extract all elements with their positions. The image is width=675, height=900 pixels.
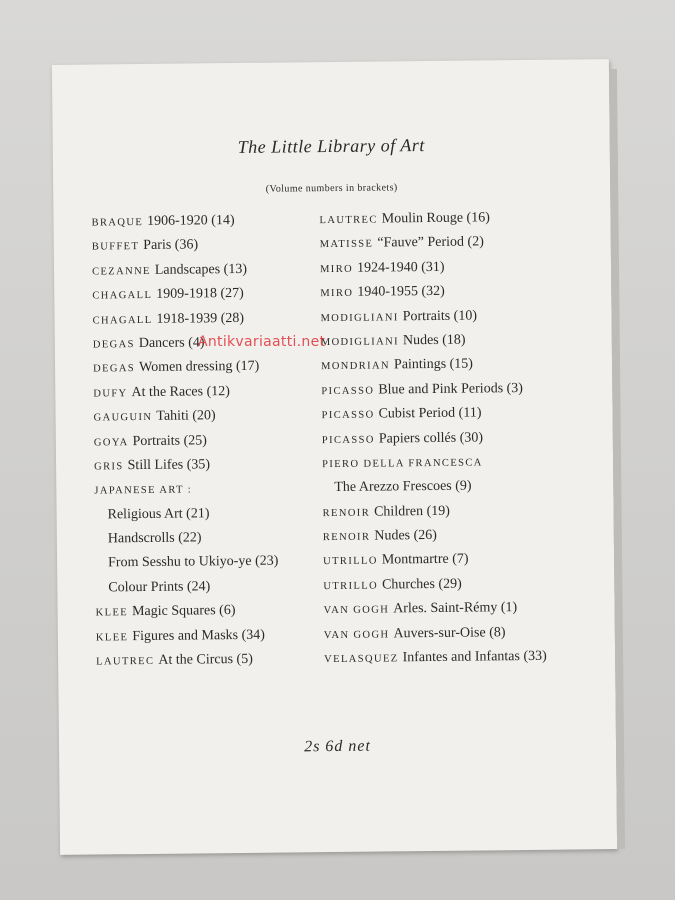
volume-entry (323, 523, 546, 550)
volume-title: Landscapes (13) (154, 261, 248, 278)
volume-title: At the Races (12) (131, 383, 230, 400)
volume-entry (324, 620, 547, 647)
artist-name: PICASSO (321, 409, 375, 422)
artist-name: MODIGLIANI (320, 311, 399, 324)
volume-entry (95, 526, 279, 552)
volume-entry (322, 425, 545, 452)
volume-entry (95, 599, 279, 625)
artist-name: DUFY (93, 387, 128, 400)
price-label: 2s 6d net (304, 737, 372, 756)
volume-entry (321, 352, 544, 379)
volume-entry (95, 574, 279, 600)
volume-title: 1918-1939 (28) (156, 310, 245, 327)
artist-name: JAPANESE ART : (94, 484, 193, 497)
volume-entry (321, 377, 544, 404)
volume-title: Tahiti (20) (156, 408, 216, 424)
artist-name: DEGAS (92, 339, 135, 351)
artist-name: MATISSE (319, 238, 374, 251)
volume-entry (319, 206, 542, 233)
volume-title: Moulin Rouge (16) (381, 210, 490, 227)
volume-title: 1909-1918 (27) (156, 286, 244, 303)
volume-title: Churches (29) (381, 576, 462, 593)
volume-title: Paintings (15) (393, 356, 474, 373)
volume-title: Arles. Saint-Rémy (1) (393, 600, 518, 617)
volume-note: (Volume numbers in brackets) (265, 182, 398, 195)
artist-name: VAN GOGH (323, 629, 390, 641)
volume-title: 1924-1940 (31) (356, 259, 445, 276)
volume-entry (95, 550, 279, 576)
volume-entry (94, 453, 278, 479)
volume-title: Still Lifes (35) (127, 457, 211, 474)
volume-title: Papiers collés (30) (378, 429, 484, 447)
artist-name: KLEE (95, 631, 129, 644)
artist-name: UTRILLO (323, 580, 379, 592)
volume-title: The Arezzo Frescoes (9) (334, 478, 472, 496)
volume-title: Auvers-sur-Oise (8) (393, 624, 506, 642)
artist-name: CHAGALL (92, 290, 153, 302)
volume-entry (94, 501, 278, 527)
volume-title: “Fauve” Period (2) (377, 234, 484, 251)
watermark: Antikvariaatti.net (198, 334, 326, 350)
volume-entry (323, 596, 546, 623)
volume-title: Portraits (10) (402, 308, 478, 324)
volume-entry (323, 547, 546, 574)
artist-name: GRIS (94, 461, 124, 473)
artist-name: UTRILLO (323, 556, 378, 568)
volume-title: Cubist Period (11) (378, 405, 482, 422)
artist-name: MIRO (319, 263, 354, 275)
artist-name: BUFFET (91, 241, 140, 253)
title-list-left-column (91, 209, 279, 674)
volume-entry (96, 623, 280, 649)
volume-title: At the Circus (5) (158, 651, 253, 668)
volume-title: Women dressing (17) (138, 359, 260, 376)
volume-title: Portraits (25) (132, 432, 207, 449)
artist-name: CEZANNE (91, 265, 151, 278)
artist-name: MODIGLIANI (320, 336, 400, 349)
volume-entry (320, 230, 543, 257)
volume-entry (93, 404, 277, 430)
volume-title: Children (19) (373, 503, 450, 520)
volume-entry (91, 209, 275, 235)
artist-name: LAUTREC (319, 214, 378, 227)
artist-name: MONDRIAN (320, 360, 391, 373)
volume-title: Colour Prints (24) (108, 579, 211, 596)
volume-title: Infantes and Infantas (33) (402, 648, 547, 666)
volume-entry (92, 282, 276, 308)
volume-entry (321, 401, 544, 428)
volume-title: Dancers (4) (138, 335, 205, 351)
volume-title: 1940-1955 (32) (357, 284, 445, 300)
volume-title: Religious Art (21) (107, 506, 210, 523)
artist-name: LAUTREC (96, 655, 155, 668)
title-list-right-column (319, 206, 546, 672)
volume-entry (94, 428, 278, 454)
artist-name: GOYA (93, 436, 129, 449)
artist-name: VAN GOGH (323, 604, 390, 617)
volume-entry (323, 572, 546, 599)
volume-title: Nudes (26) (374, 528, 438, 544)
volume-entry (93, 379, 277, 405)
artist-name: CHAGALL (92, 314, 153, 327)
volume-entry (322, 474, 545, 501)
volume-title: Nudes (18) (402, 332, 466, 349)
volume-entry (92, 233, 276, 259)
volume-title: 1906-1920 (14) (147, 213, 235, 229)
volume-entry (324, 645, 547, 672)
volume-entry (320, 255, 543, 282)
artist-name: GAUGUIN (93, 412, 153, 424)
artist-name: MIRO (320, 287, 354, 300)
artist-name: BRAQUE (91, 216, 144, 229)
volume-entry (320, 279, 543, 306)
artist-name: KLEE (95, 607, 129, 619)
artist-name: PICASSO (321, 385, 375, 397)
series-title: The Little Library of Art (237, 135, 425, 157)
artist-name: DEGAS (93, 363, 136, 375)
volume-title: Magic Squares (6) (131, 603, 236, 620)
volume-entry (320, 303, 543, 330)
artist-name: RENOIR (322, 507, 371, 519)
volume-entry (321, 328, 544, 355)
artist-name: VELASQUEZ (324, 653, 399, 666)
artist-name: PICASSO (321, 434, 375, 446)
volume-title: Montmartre (7) (381, 552, 469, 568)
volume-entry (322, 498, 545, 525)
volume-entry (94, 477, 278, 503)
artist-name: RENOIR (322, 531, 371, 544)
volume-title: Paris (36) (143, 237, 199, 254)
volume-entry (96, 648, 280, 674)
volume-entry (93, 355, 277, 381)
volume-entry (92, 257, 276, 283)
artist-name: PIERO DELLA FRANCESCA (322, 457, 483, 471)
volume-entry (322, 450, 545, 477)
volume-title: From Sesshu to Ukiyo-ye (23) (108, 554, 279, 571)
volume-entry (92, 306, 276, 332)
book-back-cover (52, 59, 617, 855)
volume-title: Figures and Masks (34) (132, 627, 265, 644)
volume-title: Blue and Pink Periods (3) (378, 380, 524, 398)
volume-title: Handscrolls (22) (107, 530, 202, 547)
